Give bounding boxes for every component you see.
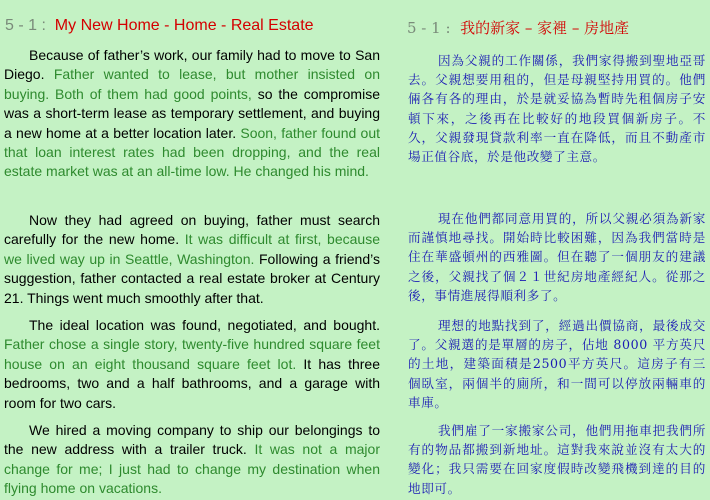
english-header	[5, 17, 314, 35]
english-paragraph-2-text-b: It was difficult at first, because we lived way up in Seattle, Washington.	[4, 231, 380, 267]
english-paragraph-3-text-c: It has three bedrooms, two and a half bathrooms, and a garage with room for two cars.	[4, 355, 380, 411]
lesson-title: My New Home - Home - Real Estate	[54, 17, 314, 34]
english-paragraph-1-text-d: Soon, father found out that loan interest rates had been dropping, and the real estate market was at an all-time low. He changed his mind.	[4, 124, 380, 180]
chinese-header	[407, 17, 629, 38]
english-paragraph-3-text-a: The ideal location was found, negotiated, and bought.	[29, 317, 380, 333]
english-paragraph-2-text-c: Following a friend’s suggestion, father contacted a real estate broker at Century 21. Things went much smoothly after that.	[4, 250, 380, 306]
english-paragraph-2	[4, 211, 380, 308]
chinese-paragraph-1: 因為父親的工作關係，我們家得搬到聖地亞哥去。父親想要用租的，但是母親堅持用買的。他們倆各有各的理由，於是就妥協為暫時先租個房子安頓下來，之後再在比較好的地段買個新房子。不久，父親發現貸款利率一直在降低，而且不動產市場正值谷底，於是他改變了主意。	[408, 53, 706, 165]
english-paragraph-4-text-a: We hired a moving company to ship our belongings to the new address with a trailer truck.	[4, 422, 380, 458]
english-paragraph-3-text-b: Father chose a single story, twenty-five hundred square feet house on an eight thousand square feet lot.	[4, 336, 380, 372]
lesson-number: 5 - 1 :	[5, 17, 46, 34]
english-paragraph-1	[4, 46, 380, 182]
chinese-column	[397, 0, 710, 500]
english-paragraph-3	[4, 316, 380, 413]
english-paragraph-4-text-b: It was not a major change for me; I just had to change my destination when flying home on vacations.	[4, 441, 380, 497]
lesson-number-zh: 5 - 1 :	[407, 19, 451, 37]
english-paragraph-1-text-b: Father wanted to lease, but mother insisted on buying. Both of them had good points,	[4, 66, 380, 102]
lesson-title-zh: 我的新家 – 家裡 – 房地產	[460, 19, 630, 37]
english-paragraph-1-text-a: Because of father’s work, our family had to move to San Diego.	[4, 47, 380, 83]
english-paragraph-2-text-a: Now they had agreed on buying, father must search carefully for the new home.	[4, 212, 380, 248]
english-paragraph-4	[4, 421, 380, 499]
chinese-paragraph-4: 我們雇了一家搬家公司，他們用拖車把我們所有的物品都搬到新地址。這對我來說並沒有太大的變化；我只需要在回家度假時改變飛機到達的目的地即可。	[408, 423, 706, 496]
english-paragraph-1-text-c: so the compromise was a short-term lease as temporary settlement, and buying a new home at a better location later.	[4, 85, 380, 141]
chinese-paragraph-2: 現在他們都同意用買的，所以父親必須為新家而謹慎地尋找。開始時比較困難，因為我們當時是住在華盛頓州的西雅圖。但在聽了一個朋友的建議之後，父親找了個２１世紀房地產經紀人。從那之後，事情進展得順利多了。	[408, 211, 706, 303]
chinese-paragraph-3: 理想的地點找到了，經過出價協商，最後成交了。父親選的是單層的房子，佔地 8000 平方英尺的土地，建築面積是2500平方英尺。這房子有三個臥室，兩個半的廁所，和一間可以停放兩輛車的車庫。	[408, 318, 706, 410]
